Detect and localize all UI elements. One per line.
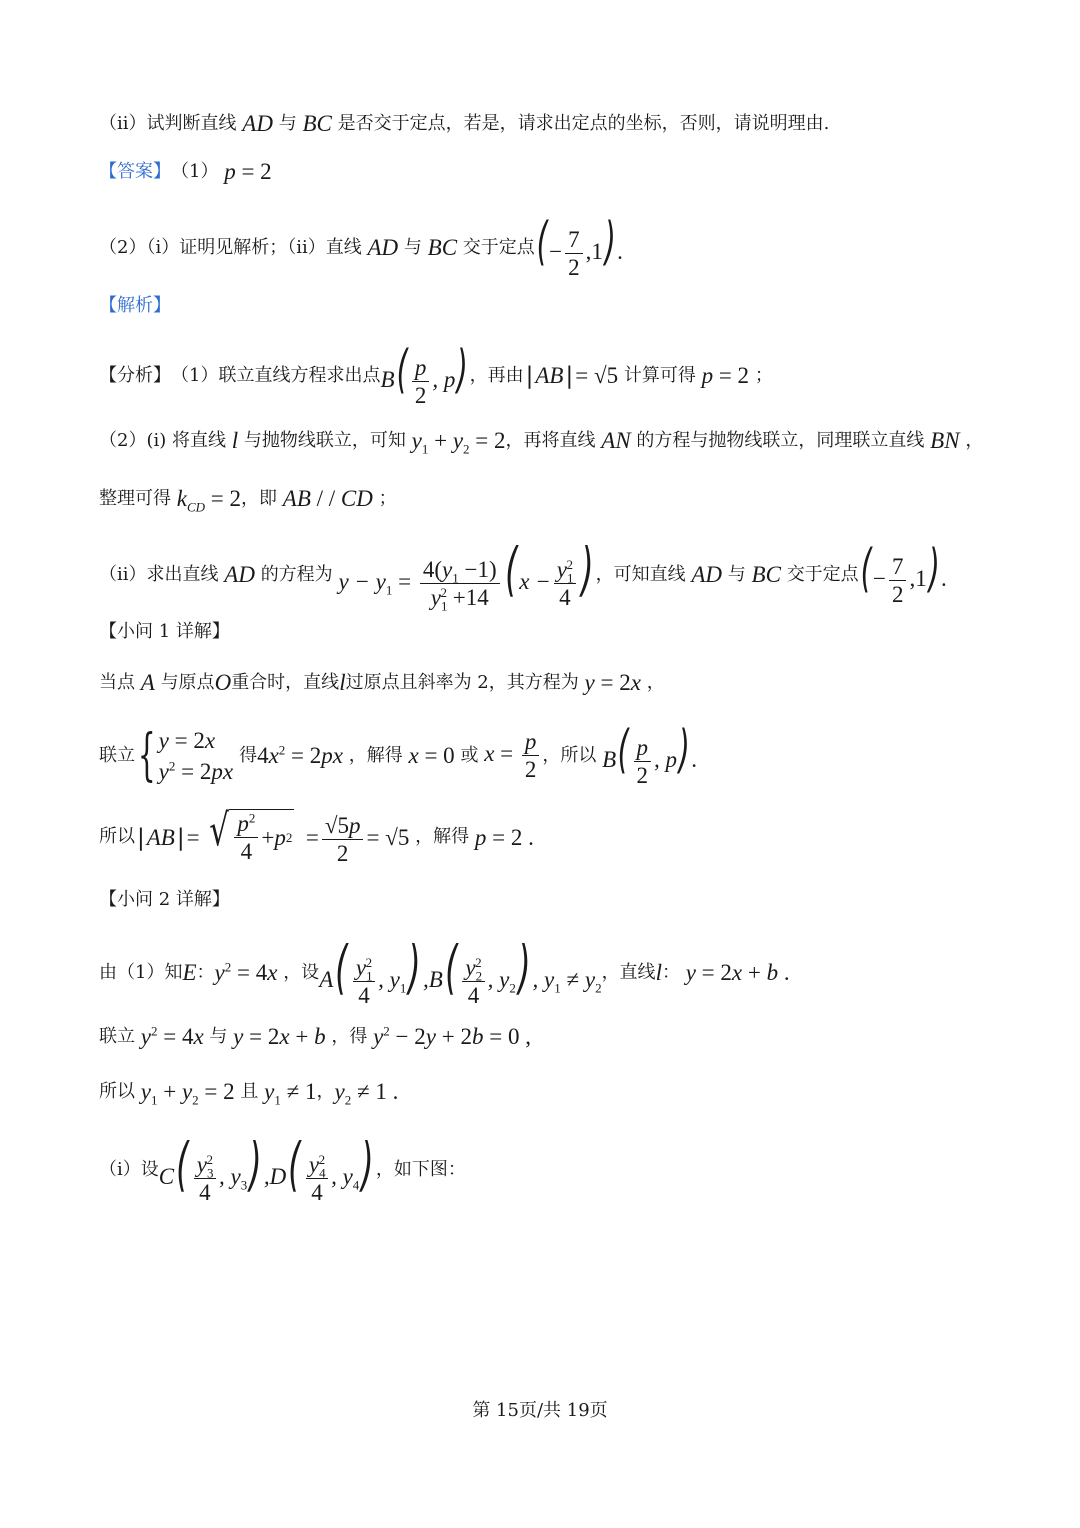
answer-part1: （1） <box>171 160 219 182</box>
math-BC: BC <box>421 235 463 261</box>
math-BN: BN <box>924 428 966 453</box>
math-system: y = 2x $y^2 = 2px$ <box>158 727 234 784</box>
math-line-l: y = 2x + b . <box>679 960 790 986</box>
math-quadratic: $y^2 - 2y + 2b = 0$ , <box>367 1023 531 1049</box>
question-ii-suffix: 是否交于定点，若是，请求出定点的坐标，否则，请说明理由. <box>337 112 830 134</box>
answer-part2 <box>99 212 623 281</box>
q2l1-text5: ： <box>661 961 680 983</box>
answer-line <box>99 160 272 183</box>
q1-title <box>99 623 230 641</box>
math-kCD: $k_{CD} = 2$ <box>171 486 242 515</box>
math-BC: BC <box>745 562 787 588</box>
math-fixed-point: (− $\frac{7}{2}$ ,1). <box>860 539 947 608</box>
analysis-label-text: 【解析】 <box>99 295 171 316</box>
q2-line2 <box>99 1025 531 1048</box>
fenxi-label: 【分析】 <box>99 364 171 386</box>
math-y1-plus-y2: $y_1 + y_2 = 2$ <box>405 428 506 457</box>
math-point-B: B( $\frac{p}{2}$ , p). <box>596 720 698 789</box>
page-footer: 第 15页/共 19页 <box>472 1400 608 1421</box>
q2l2-text2: 与 <box>209 1025 228 1047</box>
math-y-eq-2x: y = 2x <box>578 670 647 695</box>
math-AD: AD <box>685 562 728 588</box>
fenxi-line <box>99 340 773 409</box>
q1l3-text1: 所以 <box>99 826 135 848</box>
fenxi-text2: ，再由 <box>469 364 524 386</box>
part2-i-line <box>99 428 984 457</box>
q2l1-text3: ，设 <box>283 961 320 983</box>
q1l2-text2: 得 <box>239 744 258 766</box>
analysis-label <box>99 297 171 315</box>
q1l2-text5: ，所以 <box>542 744 597 766</box>
p2ib-text1: 整理可得 <box>99 487 171 509</box>
math-points-A-B: A( $\frac{y_1^2}{4}$ , $y_1),B$( $\frac{y_2^2}{4}$ , $y_2$), $y_1 \ne y_2$ <box>319 933 602 1009</box>
math-l: l <box>225 428 244 453</box>
q2l1-text4: ，直线 <box>601 961 656 983</box>
answer2-prefix: （2）（i）证明见解析；（ii）直线 <box>99 236 362 258</box>
math-BC: BC <box>296 111 338 136</box>
answer-label: 【答案】 <box>99 160 171 182</box>
math-x-eq-p-over-2: x = $\frac{p}{2}$ <box>478 730 542 781</box>
part2-i-line-b <box>99 486 397 515</box>
math-A: A <box>135 670 161 695</box>
math-l: l <box>339 670 346 695</box>
q1l2-text1: 联立 <box>99 744 135 766</box>
q1-title-text: 【小问 1 详解】 <box>99 621 230 642</box>
q2l2-text1: 联立 <box>99 1025 135 1047</box>
q1-line2 <box>99 720 698 789</box>
p2ib-text3: ； <box>378 487 397 509</box>
q2-title <box>99 891 230 909</box>
q1l1-text5: ， <box>646 671 665 693</box>
math-O: O <box>214 670 232 695</box>
math-y1-plus-y2: $y_1 + y_2 = 2$ <box>135 1079 235 1108</box>
p2i-text1: （2）(i) 将直线 <box>99 429 226 451</box>
q1l1-text1: 当点 <box>99 671 135 693</box>
part2-ii-line <box>99 535 947 614</box>
p2ii-text3: ，可知直线 <box>595 563 686 585</box>
fenxi-text4: ； <box>754 364 773 386</box>
math-E: E <box>182 960 197 986</box>
math-AD: AD <box>236 111 279 136</box>
math-abs-AB: |AB|= √5 <box>525 362 619 389</box>
q2l1-text1: 由（1）知 <box>99 961 183 983</box>
question-ii <box>99 112 829 135</box>
answer2-suffix: 交于定点 <box>462 236 535 258</box>
answer2-and: 与 <box>403 236 422 258</box>
p2ib-text2: ，即 <box>241 487 278 509</box>
q2l4-text1: （i）设 <box>99 1158 159 1180</box>
math-y2-ne-1: $y_2 \ne 1$ . <box>334 1079 399 1108</box>
question-ii-prefix: （ii）试判断直线 <box>99 112 237 134</box>
q1-line1 <box>99 671 665 694</box>
p2ii-text1: （ii）求出直线 <box>99 563 219 585</box>
q1-line3 <box>99 805 534 867</box>
math-parabola-E: $y^2 = 4x$ <box>135 1023 210 1049</box>
math-AB-length: |AB|= √ $\frac{p^2}{4}$ + p 2 = $\frac{√5p}{2}$ = √5 <box>137 805 410 867</box>
math-p-eq-2: p = 2 <box>695 363 750 389</box>
q1l2-text4: 或 <box>460 744 479 766</box>
math-line-AD-equation: $y - y_1$ = $\frac{4(y_1 -1)}{y_1^2 +14}$ (x − $\frac{y_1^2}{4}$ ) <box>332 535 594 614</box>
fenxi-text3: 计算可得 <box>623 364 696 386</box>
q1l1-text2: 与原点 <box>160 671 215 693</box>
q2l2-text3: ，得 <box>331 1025 368 1047</box>
p2ii-text5: 交于定点 <box>786 563 859 585</box>
math-points-C-D: C( $\frac{y_3^2}{4}$ , $y_3),D$( $\frac{y_4^2}{4}$ , $y_4$) <box>158 1130 374 1206</box>
q2-line4 <box>99 1130 466 1206</box>
q2l4-text2: ，如下图： <box>375 1158 466 1180</box>
math-AD: AD <box>218 562 261 588</box>
q1l3-text2: ，解得 <box>415 826 470 848</box>
q2-line1 <box>99 933 790 1009</box>
p2i-text2: 与抛物线联立，可知 <box>243 429 406 451</box>
math-line-l: y = 2x + b <box>227 1024 332 1049</box>
question-ii-and: 与 <box>278 112 297 134</box>
math-4x2-eq-2px: $4x^2 = 2px$ <box>257 742 349 769</box>
math-fixed-point: (− $\frac{7}{2}$ ,1). <box>536 212 623 281</box>
p2i-text4: 的方程与抛物线联立，同理联立直线 <box>636 429 925 451</box>
p2i-text3: ，再将直线 <box>505 429 596 451</box>
math-y1-ne-1: $y_1 \ne 1$ <box>258 1079 317 1108</box>
p2ii-text4: 与 <box>727 563 746 585</box>
p2i-text5: ， <box>965 429 984 451</box>
q2l3-text2: 且 <box>240 1080 259 1102</box>
math-p-eq-2: p = 2 <box>218 159 272 184</box>
math-AD: AD <box>361 235 404 261</box>
q1l2-text3: ，解得 <box>348 744 403 766</box>
brace-symbol: { <box>137 722 156 788</box>
math-parabola-E: $y^2 = 4x$ <box>214 959 284 986</box>
p2ii-text2: 的方程为 <box>260 563 333 585</box>
math-l: l <box>655 960 662 986</box>
math-x-eq-0: x = 0 <box>402 743 455 769</box>
q2l3-text1: 所以 <box>99 1080 135 1102</box>
math-p-eq-2: p = 2 . <box>469 824 534 850</box>
q1l1-text4: 过原点且斜率为 2，其方程为 <box>345 671 579 693</box>
q2-title-text: 【小问 2 详解】 <box>99 889 230 910</box>
math-AB-parallel-CD: AB / / CD <box>277 486 379 511</box>
q2l1-text2: ： <box>196 961 215 983</box>
math-AN: AN <box>595 428 637 453</box>
q2-line3 <box>99 1079 399 1108</box>
q2l3-text3: ， <box>316 1080 335 1102</box>
fenxi-text1: （1）联立直线方程求出点 <box>171 364 381 386</box>
math-point-B: B( $\frac{p}{2}$ , p) <box>380 340 469 409</box>
q1l1-text3: 重合时，直线 <box>231 671 340 693</box>
